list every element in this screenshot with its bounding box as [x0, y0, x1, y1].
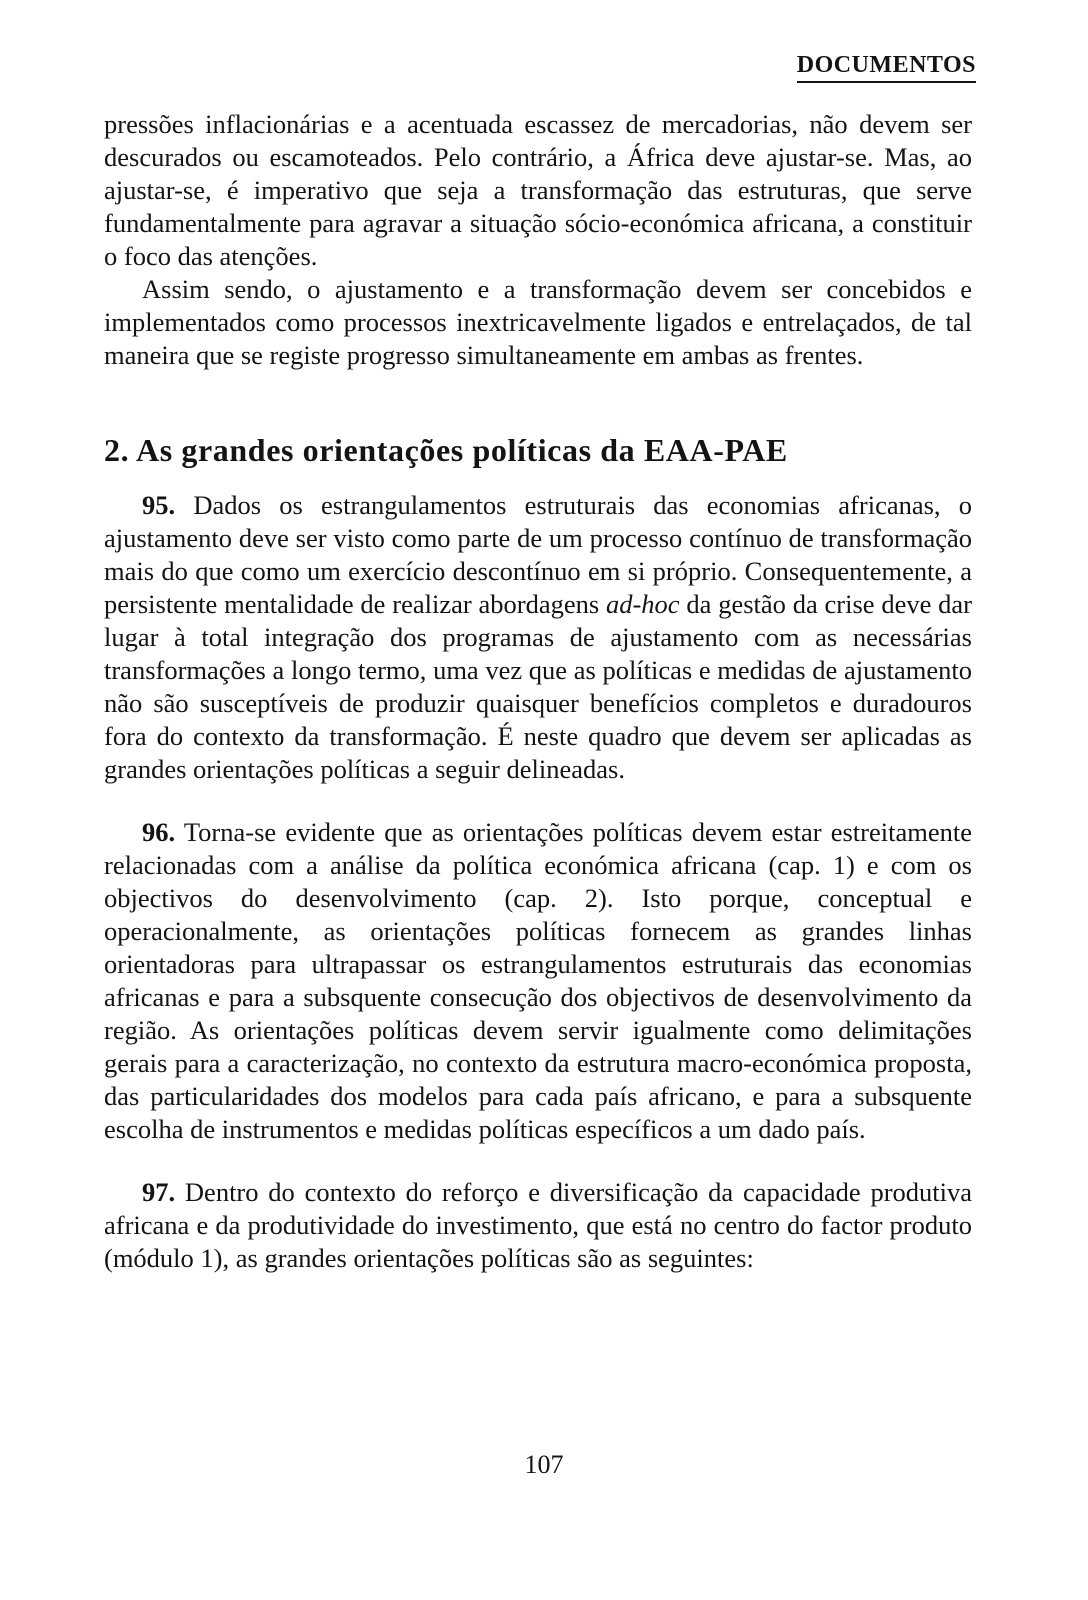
section-heading: 2. As grandes orientações políticas da EAA-PAE: [104, 432, 788, 468]
paragraph-text: Dentro do contexto do reforço e diversificação da capacidade produtiva africana e da produtividade do investimento, que está no centro do factor produto (módulo 1), as grandes orientações políticas são as seguintes:: [104, 1177, 973, 1273]
italic-term: ad-hoc: [605, 589, 680, 619]
paragraph-text: Dados os estrangulamentos estruturais das economias africanas, o ajustamento deve ser visto como parte de um processo contínuo de transformação mais do que como um exercício descontínuo em si próprio. Consequentemente, a persistente mentalidade de realizar abordagens: [104, 490, 972, 619]
running-head: DOCUMENTOS: [797, 52, 976, 83]
paragraph-number: 96.: [142, 817, 176, 847]
paragraph-97: [104, 1176, 972, 1275]
paragraph-number: 97.: [142, 1177, 176, 1207]
page-number: 107: [524, 1450, 564, 1479]
paragraph: Assim sendo, o ajustamento e a transformação devem ser concebidos e implementados como processos inextricavelmente ligados e entrelaçados, de tal maneira que se registe progresso simultaneamente em ambas as frentes.: [104, 274, 972, 370]
paragraph-95: [104, 489, 972, 786]
paragraph-text: Torna-se evidente que as orientações políticas devem estar estreitamente relacionadas com a análise da política económica africana (cap. 1) e com os objectivos do desenvolvimento (cap. 2). Isto porque, conceptual e operacionalmente, as orientações políticas fornecem as grandes linhas orientadoras para ultrapassar os estrangulamentos estruturais das economias africanas e para a subsquente consecução dos objectivos de desenvolvimento da região. As orientações políticas devem servir igualmente como delimitações gerais para a caracterização, no contexto da estrutura macro-económica proposta, das particularidades dos modelos para cada país africano, e para a subsquente escolha de instrumentos e medidas políticas específicos a um dado país.: [104, 817, 972, 1144]
body-text: [104, 108, 972, 1275]
paragraph-number: 95.: [142, 490, 176, 520]
paragraph-96: [104, 816, 972, 1146]
paragraph-continued: pressões inflacionárias e a acentuada escassez de mercadorias, não devem ser descurados ou escamoteados. Pelo contrário, a África deve ajustar-se. Mas, ao ajustar-se, é imperativo que seja a transformação das estruturas, que serve fundamentalmente para agravar a situação sócio-económica africana, a constituir o foco das atenções.: [104, 109, 972, 271]
paragraph-text: da gestão da crise deve dar lugar à total integração dos programas de ajustamento com as necessárias transformações a longo termo, uma vez que as políticas e medidas de ajustamento não são susceptíveis de produzir quaisquer benefícios completos e duradouros fora do contexto da transformação. É neste quadro que devem ser aplicadas as grandes orientações políticas a seguir delineadas.: [104, 589, 973, 784]
